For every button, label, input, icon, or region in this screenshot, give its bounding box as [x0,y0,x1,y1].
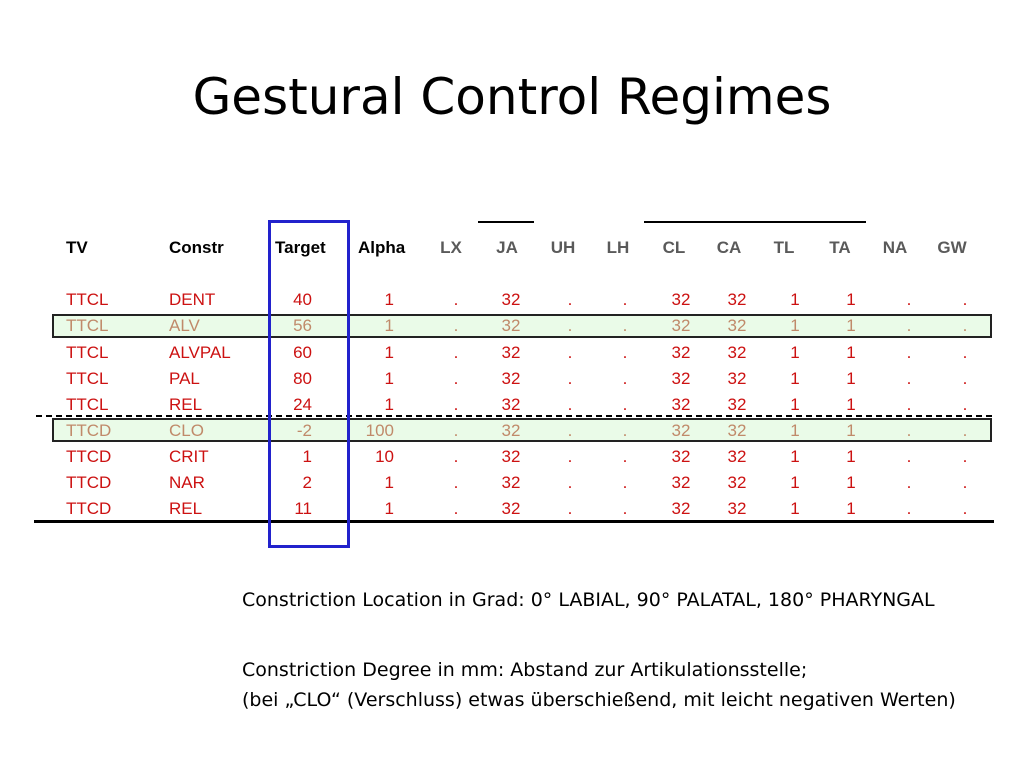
cell-lx: . [453,316,459,335]
cell-cl: 32 [671,499,691,518]
cell-gw: . [962,290,968,309]
cell-lx: . [453,369,459,388]
cell-alpha: 10 [375,447,394,466]
cell-cl: 32 [671,421,691,440]
cell-ja: 32 [501,421,521,440]
note-constriction-degree: Constriction Degree in mm: Abstand zur Artikulationsstelle; [242,659,808,681]
cell-lh: . [622,343,628,362]
cell-target: -2 [296,421,312,440]
cell-na: . [906,369,912,388]
header-na: NA [882,238,908,257]
cell-lh: . [622,447,628,466]
cell-target: 40 [293,290,312,309]
cell-cl: 32 [671,369,691,388]
cell-tv: TTCL [66,343,109,362]
cell-ja: 32 [501,473,521,492]
cell-cl: 32 [671,447,691,466]
cell-tl: 1 [790,499,800,518]
cell-lh: . [622,395,628,414]
cell-tl: 1 [790,343,800,362]
cell-ta: 1 [846,473,856,492]
header-alpha: Alpha [358,238,406,257]
cell-cl: 32 [671,473,691,492]
cell-gw: . [962,316,968,335]
cell-lh: . [622,499,628,518]
cell-lx: . [453,290,459,309]
header-ca: CA [716,238,742,257]
cell-tv: TTCL [66,290,109,309]
cell-lx: . [453,447,459,466]
cell-tl: 1 [790,395,800,414]
cell-ca: 32 [727,421,747,440]
cell-uh: . [567,369,573,388]
cell-tv: TTCL [66,395,109,414]
cell-lh: . [622,369,628,388]
cell-alpha: 1 [384,395,394,414]
cell-uh: . [567,290,573,309]
cell-target: 60 [293,343,312,362]
cell-ca: 32 [727,369,747,388]
cell-alpha: 1 [384,290,394,309]
cell-ca: 32 [727,290,747,309]
cell-uh: . [567,395,573,414]
header-tl: TL [773,238,795,257]
cell-ta: 1 [846,499,856,518]
cell-tv: TTCD [66,421,112,440]
cell-tl: 1 [790,369,800,388]
cell-uh: . [567,343,573,362]
cell-tl: 1 [790,447,800,466]
cell-constr: CLO [169,421,204,440]
header-ja: JA [496,238,518,257]
cell-na: . [906,499,912,518]
cell-target: 11 [294,499,312,518]
cell-tv: TTCD [66,447,112,466]
header-gw: GW [937,238,967,257]
cell-lx: . [453,499,459,518]
cell-ta: 1 [846,316,856,335]
cell-ja: 32 [501,369,521,388]
cell-tv: TTCD [66,499,112,518]
header-target: Target [275,238,326,257]
cell-ca: 32 [727,473,747,492]
cell-alpha: 1 [384,369,394,388]
cell-na: . [906,290,912,309]
cell-lh: . [622,290,628,309]
cell-ta: 1 [846,395,856,414]
cell-lx: . [453,421,459,440]
cell-na: . [906,395,912,414]
cell-ca: 32 [727,499,747,518]
header-lx: LX [440,238,462,257]
cell-gw: . [962,395,968,414]
cell-ta: 1 [846,447,856,466]
cell-ja: 32 [501,447,521,466]
cell-alpha: 1 [384,499,394,518]
cell-ja: 32 [501,290,521,309]
cell-alpha: 100 [365,421,394,440]
cell-alpha: 1 [384,473,394,492]
cell-tl: 1 [790,316,800,335]
cell-cl: 32 [671,316,691,335]
slide-title: Gestural Control Regimes [192,68,832,126]
cell-gw: . [962,499,968,518]
cell-uh: . [567,473,573,492]
note-constriction-location: Constriction Location in Grad: 0° LABIAL, 90° PALATAL, 180° PHARYNGAL [242,589,935,611]
group-separator [36,415,992,417]
cell-constr: ALV [169,316,200,335]
cell-target: 56 [293,316,312,335]
cell-constr: NAR [169,473,205,492]
cell-ja: 32 [501,316,521,335]
cell-ca: 32 [727,447,747,466]
cell-constr: REL [169,395,203,414]
cell-alpha: 1 [384,343,394,362]
cell-constr: ALVPAL [169,343,231,362]
cell-constr: DENT [169,290,216,309]
cell-ja: 32 [501,343,521,362]
cell-gw: . [962,447,968,466]
cell-gw: . [962,343,968,362]
cell-constr: CRIT [169,447,209,466]
cell-na: . [906,473,912,492]
header-ta: TA [829,238,851,257]
cell-uh: . [567,499,573,518]
cell-ja: 32 [501,395,521,414]
cell-lx: . [453,395,459,414]
cell-cl: 32 [671,395,691,414]
cell-gw: . [962,473,968,492]
cell-lh: . [622,421,628,440]
cell-cl: 32 [671,290,691,309]
overline-ja [478,221,534,223]
cell-ta: 1 [846,343,856,362]
cell-constr: PAL [169,369,200,388]
cell-tl: 1 [790,473,800,492]
cell-tv: TTCD [66,473,112,492]
cell-target: 2 [302,473,312,492]
cell-lh: . [622,473,628,492]
header-lh: LH [606,238,630,257]
cell-uh: . [567,316,573,335]
cell-constr: REL [169,499,203,518]
cell-ca: 32 [727,395,747,414]
header-constr: Constr [169,238,224,257]
header-cl: CL [662,238,686,257]
cell-tl: 1 [790,290,800,309]
cell-ca: 32 [727,343,747,362]
header-tv: TV [66,238,88,257]
cell-lx: . [453,473,459,492]
cell-ca: 32 [727,316,747,335]
overline-cl-ta [644,221,866,223]
cell-target: 24 [293,395,312,414]
cell-gw: . [962,421,968,440]
cell-ta: 1 [846,290,856,309]
cell-target: 80 [293,369,312,388]
cell-ja: 32 [501,499,521,518]
cell-na: . [906,316,912,335]
cell-ta: 1 [846,369,856,388]
cell-na: . [906,421,912,440]
cell-gw: . [962,369,968,388]
cell-uh: . [567,421,573,440]
cell-lh: . [622,316,628,335]
cell-tv: TTCL [66,316,109,335]
note-clo-explanation: (bei „CLO“ (Verschluss) etwas überschießend, mit leicht negativen Werten) [242,689,956,711]
header-uh: UH [550,238,576,257]
cell-uh: . [567,447,573,466]
cell-alpha: 1 [384,316,394,335]
table-bottom-rule [34,520,994,523]
cell-cl: 32 [671,343,691,362]
cell-lx: . [453,343,459,362]
cell-na: . [906,447,912,466]
cell-tl: 1 [790,421,800,440]
cell-target: 1 [302,447,312,466]
cell-na: . [906,343,912,362]
cell-tv: TTCL [66,369,109,388]
cell-ta: 1 [846,421,856,440]
